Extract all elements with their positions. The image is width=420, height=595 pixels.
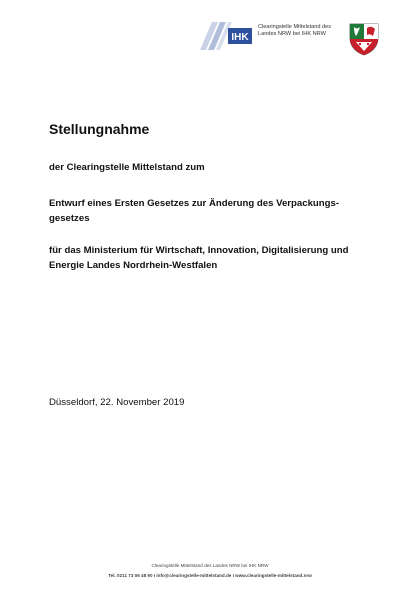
ihk-logo (198, 20, 253, 52)
place-date: Düsseldorf, 22. November 2019 (49, 397, 185, 408)
footer-org-line: Clearingstelle Mittelstand des Landes NRW bei IHK NRW (151, 563, 269, 568)
nrw-crest-icon (344, 22, 384, 56)
document-subject: Entwurf eines Ersten Gesetzes zur Änderung des Verpackungs-gesetzes (49, 198, 340, 224)
document-subtitle: der Clearingstelle Mittelstand zum (49, 162, 205, 173)
ihk-logo-text: IHK (231, 32, 249, 43)
footer-contact-line: Tel. 0211 73 06 48 90 I info@clearingstelle-mittelstand.de I www.clearingstelle-mittelstand.nrw (108, 573, 312, 578)
document-addressee: für das Ministerium für Wirtschaft, Innovation, Digitalisierung und Energie Landes Nordrhein-Westfalen (49, 245, 349, 271)
document-title: Stellungnahme (49, 121, 150, 137)
org-name: Clearingstelle Mittelstand des Landes NRW bei IHK NRW (258, 24, 332, 37)
